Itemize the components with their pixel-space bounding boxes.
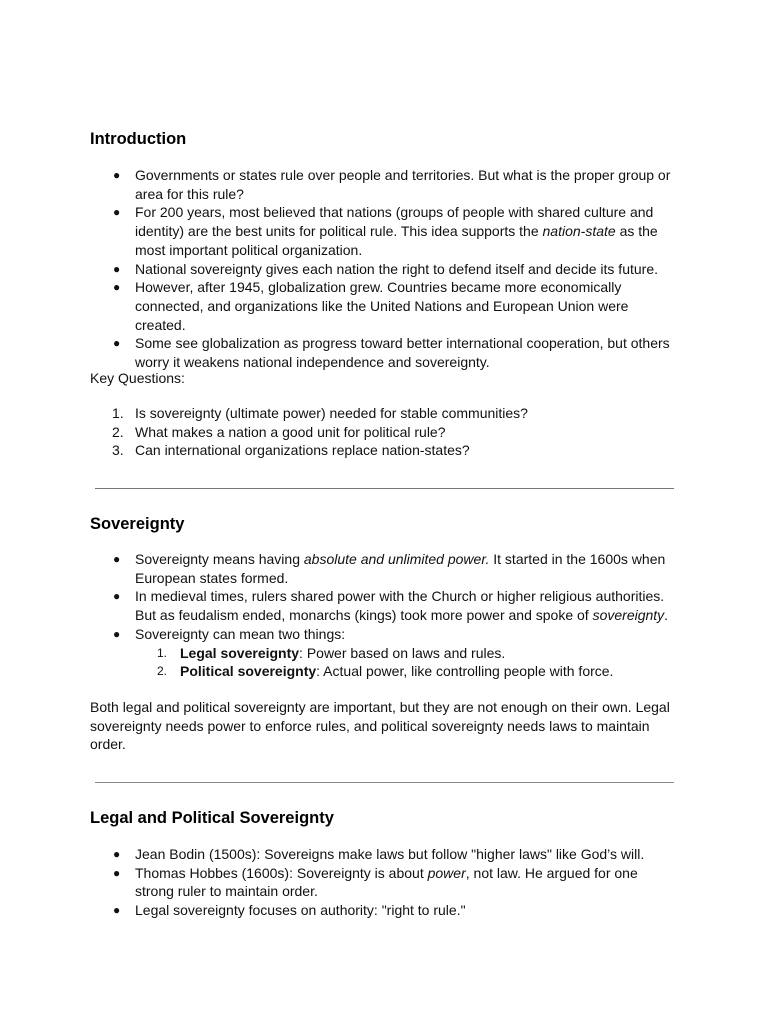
section-divider: [95, 488, 674, 489]
section-heading-legal-political: Legal and Political Sovereignty: [90, 809, 334, 827]
bullet-marker: ●: [113, 168, 121, 182]
list-item-text: Thomas Hobbes (1600s): Sovereignty is about power, not law. He argued for one strong ruler to maintain order.: [135, 864, 638, 900]
list-item-text: Governments or states rule over people and territories. But what is the proper group or area for this rule?: [135, 167, 671, 202]
section-heading-introduction: Introduction: [90, 130, 187, 148]
list-item-text: Some see globalization as progress toward better international cooperation, but others worry it weakens national independence and sovereignty.: [135, 335, 670, 371]
list-item-text: For 200 years, most believed that nations (groups of people with shared culture and identity) are the best units for political rule. This idea supports the nation-state as the most important political organization.: [135, 204, 658, 258]
bullet-marker: ●: [113, 261, 121, 276]
list-item: [90, 845, 680, 864]
list-item: [90, 278, 680, 334]
list-item-text: However, after 1945, globalization grew. Countries became more economically connected, and organizations like the United Nations and European Union were created.: [135, 279, 629, 333]
bullet-marker: ●: [113, 336, 121, 351]
bullet-marker: ●: [113, 847, 121, 861]
list-item: [90, 166, 680, 203]
list-item: [90, 334, 680, 371]
key-questions-label: Key Questions:: [90, 370, 185, 386]
list-item: 3. Can international organizations replace nation-states?: [112, 442, 470, 459]
list-item: [90, 203, 680, 259]
section-heading-sovereignty: Sovereignty: [90, 515, 185, 533]
bullet-marker: ●: [113, 865, 121, 880]
list-item-text: Legal sovereignty focuses on authority: "right to rule.": [135, 902, 466, 919]
list-item: [90, 260, 680, 279]
sub-list: [135, 644, 680, 681]
section-divider: [95, 782, 674, 783]
legal-political-bullet-list: [90, 845, 680, 920]
key-questions-list: [90, 404, 680, 460]
list-item-text: Jean Bodin (1500s): Sovereigns make laws but follow "higher laws" like God’s will.: [135, 846, 645, 862]
list-item: [90, 901, 680, 920]
introduction-bullet-list: [90, 166, 680, 372]
list-item: [90, 625, 680, 681]
list-item: 2. What makes a nation a good unit for political rule?: [112, 423, 446, 440]
bullet-marker: ●: [113, 903, 121, 918]
list-item: [90, 550, 680, 587]
list-item-text: In medieval times, rulers shared power with the Church or higher religious authorities. But as feudalism ended, monarchs (kings) took more power and spoke of sovereignty.: [135, 588, 669, 624]
bullet-marker: ●: [113, 552, 121, 566]
list-item: 1. Is sovereignty (ultimate power) needed for stable communities?: [112, 405, 528, 421]
sovereignty-paragraph: Both legal and political sovereignty are important, but they are not enough on their own. Legal sovereignty needs power to enforce rules, and political sovereignty needs laws to maintain order.: [90, 699, 670, 753]
list-item-text: Sovereignty can mean two things:: [135, 625, 346, 642]
list-item-text: National sovereignty gives each nation the right to defend itself and decide its future.: [135, 260, 658, 277]
bullet-marker: ●: [113, 626, 121, 641]
list-item: [90, 587, 680, 624]
sub-list-item: 1. Legal sovereignty: Power based on laws and rules.: [157, 644, 506, 661]
list-item-text: Sovereignty means having absolute and unlimited power. It started in the 1600s when European states formed.: [135, 551, 666, 586]
sub-list-item: 2. Political sovereignty: Actual power, like controlling people with force.: [157, 663, 614, 680]
bullet-marker: ●: [113, 280, 121, 295]
list-item: [90, 864, 680, 901]
sovereignty-bullet-list: [90, 550, 680, 681]
bullet-marker: ●: [113, 589, 121, 604]
bullet-marker: ●: [113, 205, 121, 220]
